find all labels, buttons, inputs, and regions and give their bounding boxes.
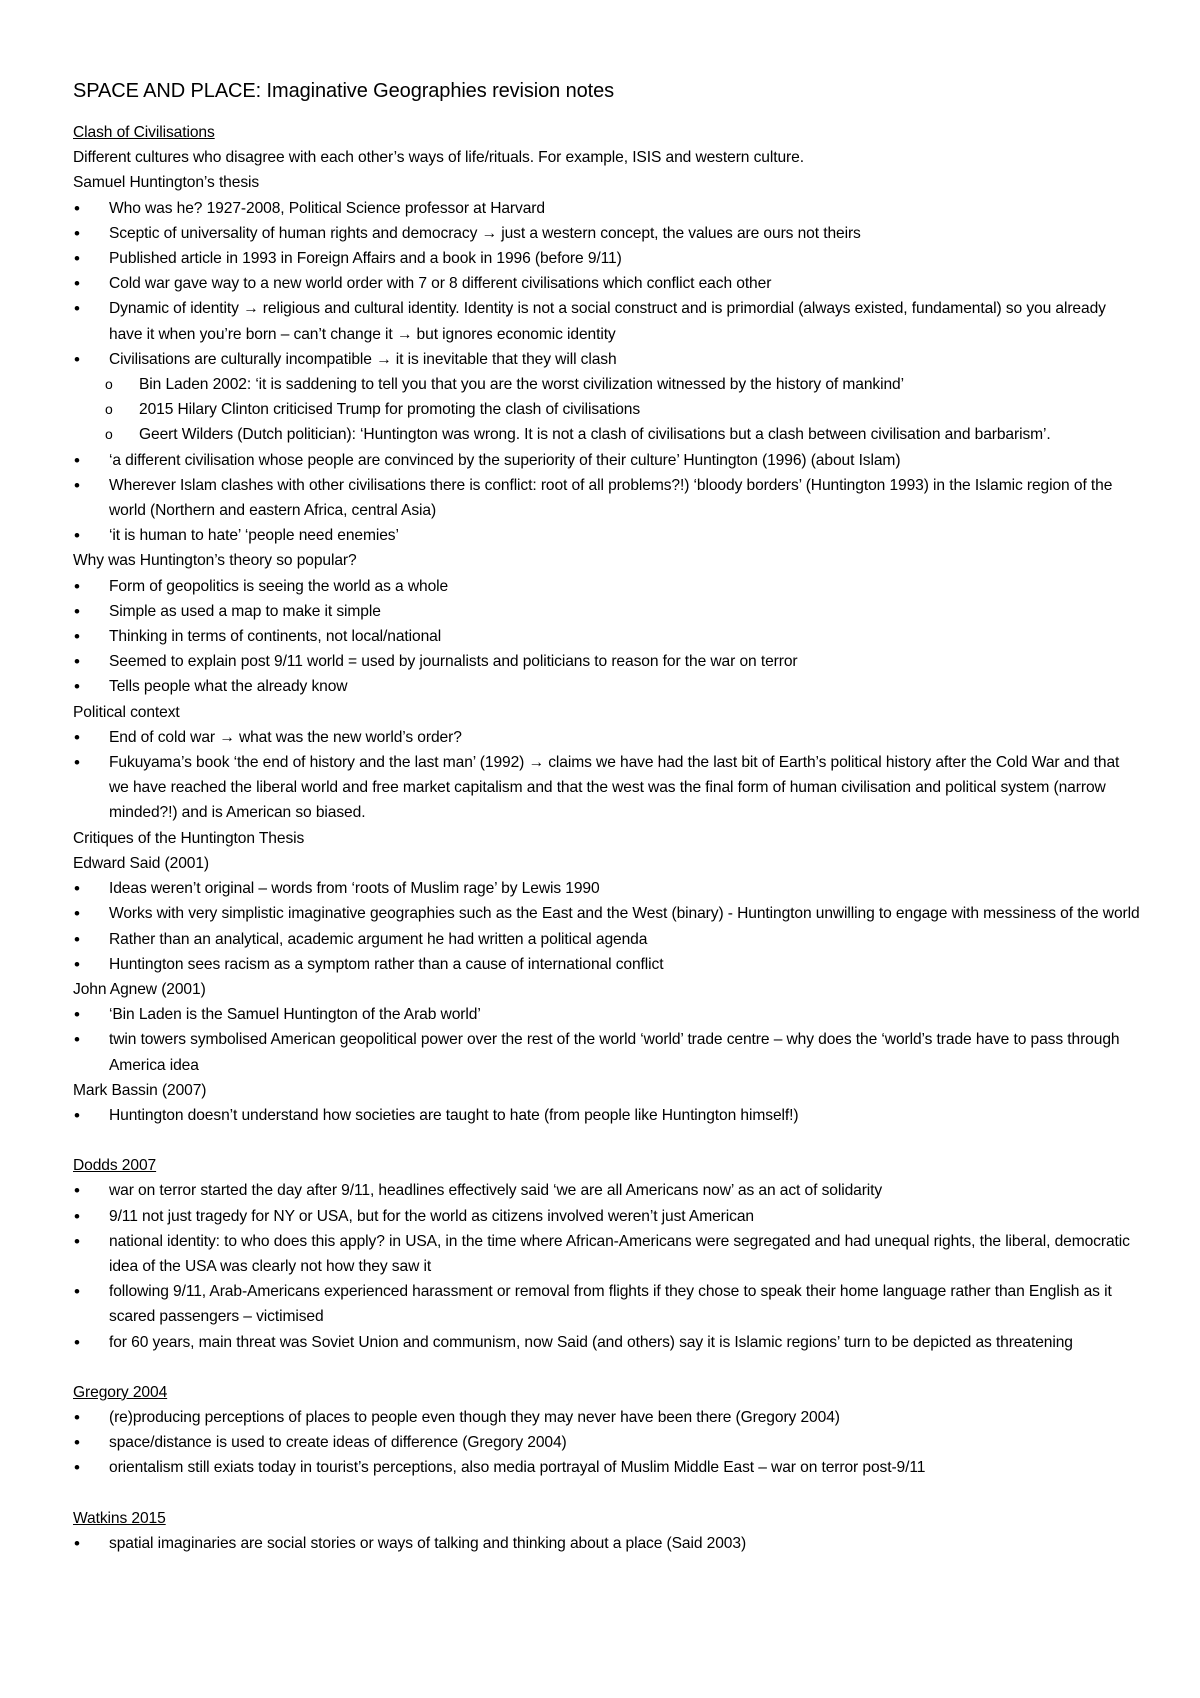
spacer xyxy=(73,1128,1143,1153)
list-item: • Works with very simplistic imaginative geographies such as the East and the West (binary) - Huntington unwilling to engage with messiness of the world xyxy=(73,901,1143,926)
list-item: • (re)producing perceptions of places to people even though they may never have been there (Gregory 2004) xyxy=(73,1405,1143,1430)
list-item: • Seemed to explain post 9/11 world = used by journalists and politicians to reason for the war on terror xyxy=(73,649,1143,674)
list-item: • Fukuyama’s book ‘the end of history and the last man’ (1992) → claims we have had the last bit of Earth’s political history after the Cold War and that we have reached the liberal world and free market capitalism and that the west was the final form of human civilisation and political system (narrow minded?!) and is American so biased. xyxy=(73,750,1143,826)
bullet-list xyxy=(73,574,1143,700)
list-item: • Civilisations are culturally incompatible → it is inevitable that they will clash xyxy=(73,347,1143,372)
list-item: • space/distance is used to create ideas of difference (Gregory 2004) xyxy=(73,1430,1143,1455)
sub-bullet-list xyxy=(73,372,1143,448)
list-item: • Tells people what the already know xyxy=(73,674,1143,699)
section-heading-gregory: Gregory 2004 xyxy=(73,1383,168,1401)
list-item: • ‘it is human to hate’ ‘people need enemies’ xyxy=(73,523,1143,548)
list-item: • Simple as used a map to make it simple xyxy=(73,599,1143,624)
sub-list-item: o Bin Laden 2002: ‘it is saddening to tell you that you are the worst civilization witnessed by the history of mankind’ xyxy=(73,372,1143,397)
list-item: • twin towers symbolised American geopolitical power over the rest of the world ‘world’ trade centre – why does the ‘world’s trade have to pass through America idea xyxy=(73,1027,1143,1077)
spacer xyxy=(73,1481,1143,1506)
list-item: • Dynamic of identity → religious and cultural identity. Identity is not a social construct and is primordial (always existed, fundamental) so you already have it when you’re born – can’t change it → but ignores economic identity xyxy=(73,296,1143,346)
bullet-list xyxy=(73,1178,1143,1354)
bullet-list xyxy=(73,1405,1143,1481)
list-item: • for 60 years, main threat was Soviet Union and communism, now Said (and others) say it is Islamic regions’ turn to be depicted as threatening xyxy=(73,1330,1143,1355)
bullet-list xyxy=(73,725,1143,826)
list-item: • following 9/11, Arab-Americans experienced harassment or removal from flights if they chose to speak their home language rather than English as it scared passengers – victimised xyxy=(73,1279,1143,1329)
subheading-critiques: Critiques of the Huntington Thesis xyxy=(73,829,305,847)
section-heading-dodds: Dodds 2007 xyxy=(73,1157,157,1175)
sub-list-item: o Geert Wilders (Dutch politician): ‘Huntington was wrong. It is not a clash of civilisations but a clash between civilisation and barbarism’. xyxy=(73,422,1143,447)
list-item: • ‘a different civilisation whose people are convinced by the superiority of their culture’ Huntington (1996) (about Islam) xyxy=(73,448,1143,473)
list-item: • Huntington sees racism as a symptom rather than a cause of international conflict xyxy=(73,952,1143,977)
list-item: • spatial imaginaries are social stories or ways of talking and thinking about a place (Said 2003) xyxy=(73,1531,1143,1556)
list-item: • ‘Bin Laden is the Samuel Huntington of the Arab world’ xyxy=(73,1002,1143,1027)
subheading-why-popular: Why was Huntington’s theory so popular? xyxy=(73,552,357,570)
list-item: • Sceptic of universality of human rights and democracy → just a western concept, the values are ours not theirs xyxy=(73,221,1143,246)
author-bassin: Mark Bassin (2007) xyxy=(73,1081,207,1099)
subheading-huntington-thesis: Samuel Huntington’s thesis xyxy=(73,174,260,192)
section-heading-watkins: Watkins 2015 xyxy=(73,1509,166,1527)
list-item: • Huntington doesn’t understand how societies are taught to hate (from people like Huntington himself!) xyxy=(73,1103,1143,1128)
page-title: SPACE AND PLACE: Imaginative Geographies revision notes xyxy=(73,80,615,102)
document-page xyxy=(73,74,1143,1556)
bullet-list xyxy=(73,1531,1143,1556)
spacer xyxy=(73,1355,1143,1380)
bullet-list xyxy=(73,1002,1143,1078)
bullet-list xyxy=(73,448,1143,549)
bullet-list xyxy=(73,876,1143,977)
list-item: • Who was he? 1927-2008, Political Science professor at Harvard xyxy=(73,196,1143,221)
sub-list-item: o 2015 Hilary Clinton criticised Trump for promoting the clash of civilisations xyxy=(73,397,1143,422)
list-item: • national identity: to who does this apply? in USA, in the time where African-Americans were segregated and had unequal rights, the liberal, democratic idea of the USA was clearly not how they saw it xyxy=(73,1229,1143,1279)
author-agnew: John Agnew (2001) xyxy=(73,980,206,998)
list-item: • Ideas weren’t original – words from ‘roots of Muslim rage’ by Lewis 1990 xyxy=(73,876,1143,901)
list-item: • Published article in 1993 in Foreign Affairs and a book in 1996 (before 9/11) xyxy=(73,246,1143,271)
list-item: • Wherever Islam clashes with other civilisations there is conflict: root of all problems?!) ‘bloody borders’ (Huntington 1993) in the Islamic region of the world (Northern and eastern Africa, central Asia) xyxy=(73,473,1143,523)
list-item: • Thinking in terms of continents, not local/national xyxy=(73,624,1143,649)
list-item: • orientalism still exiats today in tourist’s perceptions, also media portrayal of Muslim Middle East – war on terror post-9/11 xyxy=(73,1455,1143,1480)
list-item: • Form of geopolitics is seeing the world as a whole xyxy=(73,574,1143,599)
section-heading-clash: Clash of Civilisations xyxy=(73,124,215,141)
bullet-list xyxy=(73,1103,1143,1128)
author-said: Edward Said (2001) xyxy=(73,854,210,872)
list-item: • End of cold war → what was the new world’s order? xyxy=(73,725,1143,750)
list-item: • Cold war gave way to a new world order with 7 or 8 different civilisations which conflict each other xyxy=(73,271,1143,296)
list-item: • war on terror started the day after 9/11, headlines effectively said ‘we are all Americans now’ as an act of solidarity xyxy=(73,1178,1143,1203)
intro-text: Different cultures who disagree with each other’s ways of life/rituals. For example, ISIS and western culture. xyxy=(73,149,804,167)
bullet-list xyxy=(73,196,1143,372)
list-item: • Rather than an analytical, academic argument he had written a political agenda xyxy=(73,927,1143,952)
subheading-political-context: Political context xyxy=(73,703,180,721)
list-item: • 9/11 not just tragedy for NY or USA, but for the world as citizens involved weren’t just American xyxy=(73,1204,1143,1229)
